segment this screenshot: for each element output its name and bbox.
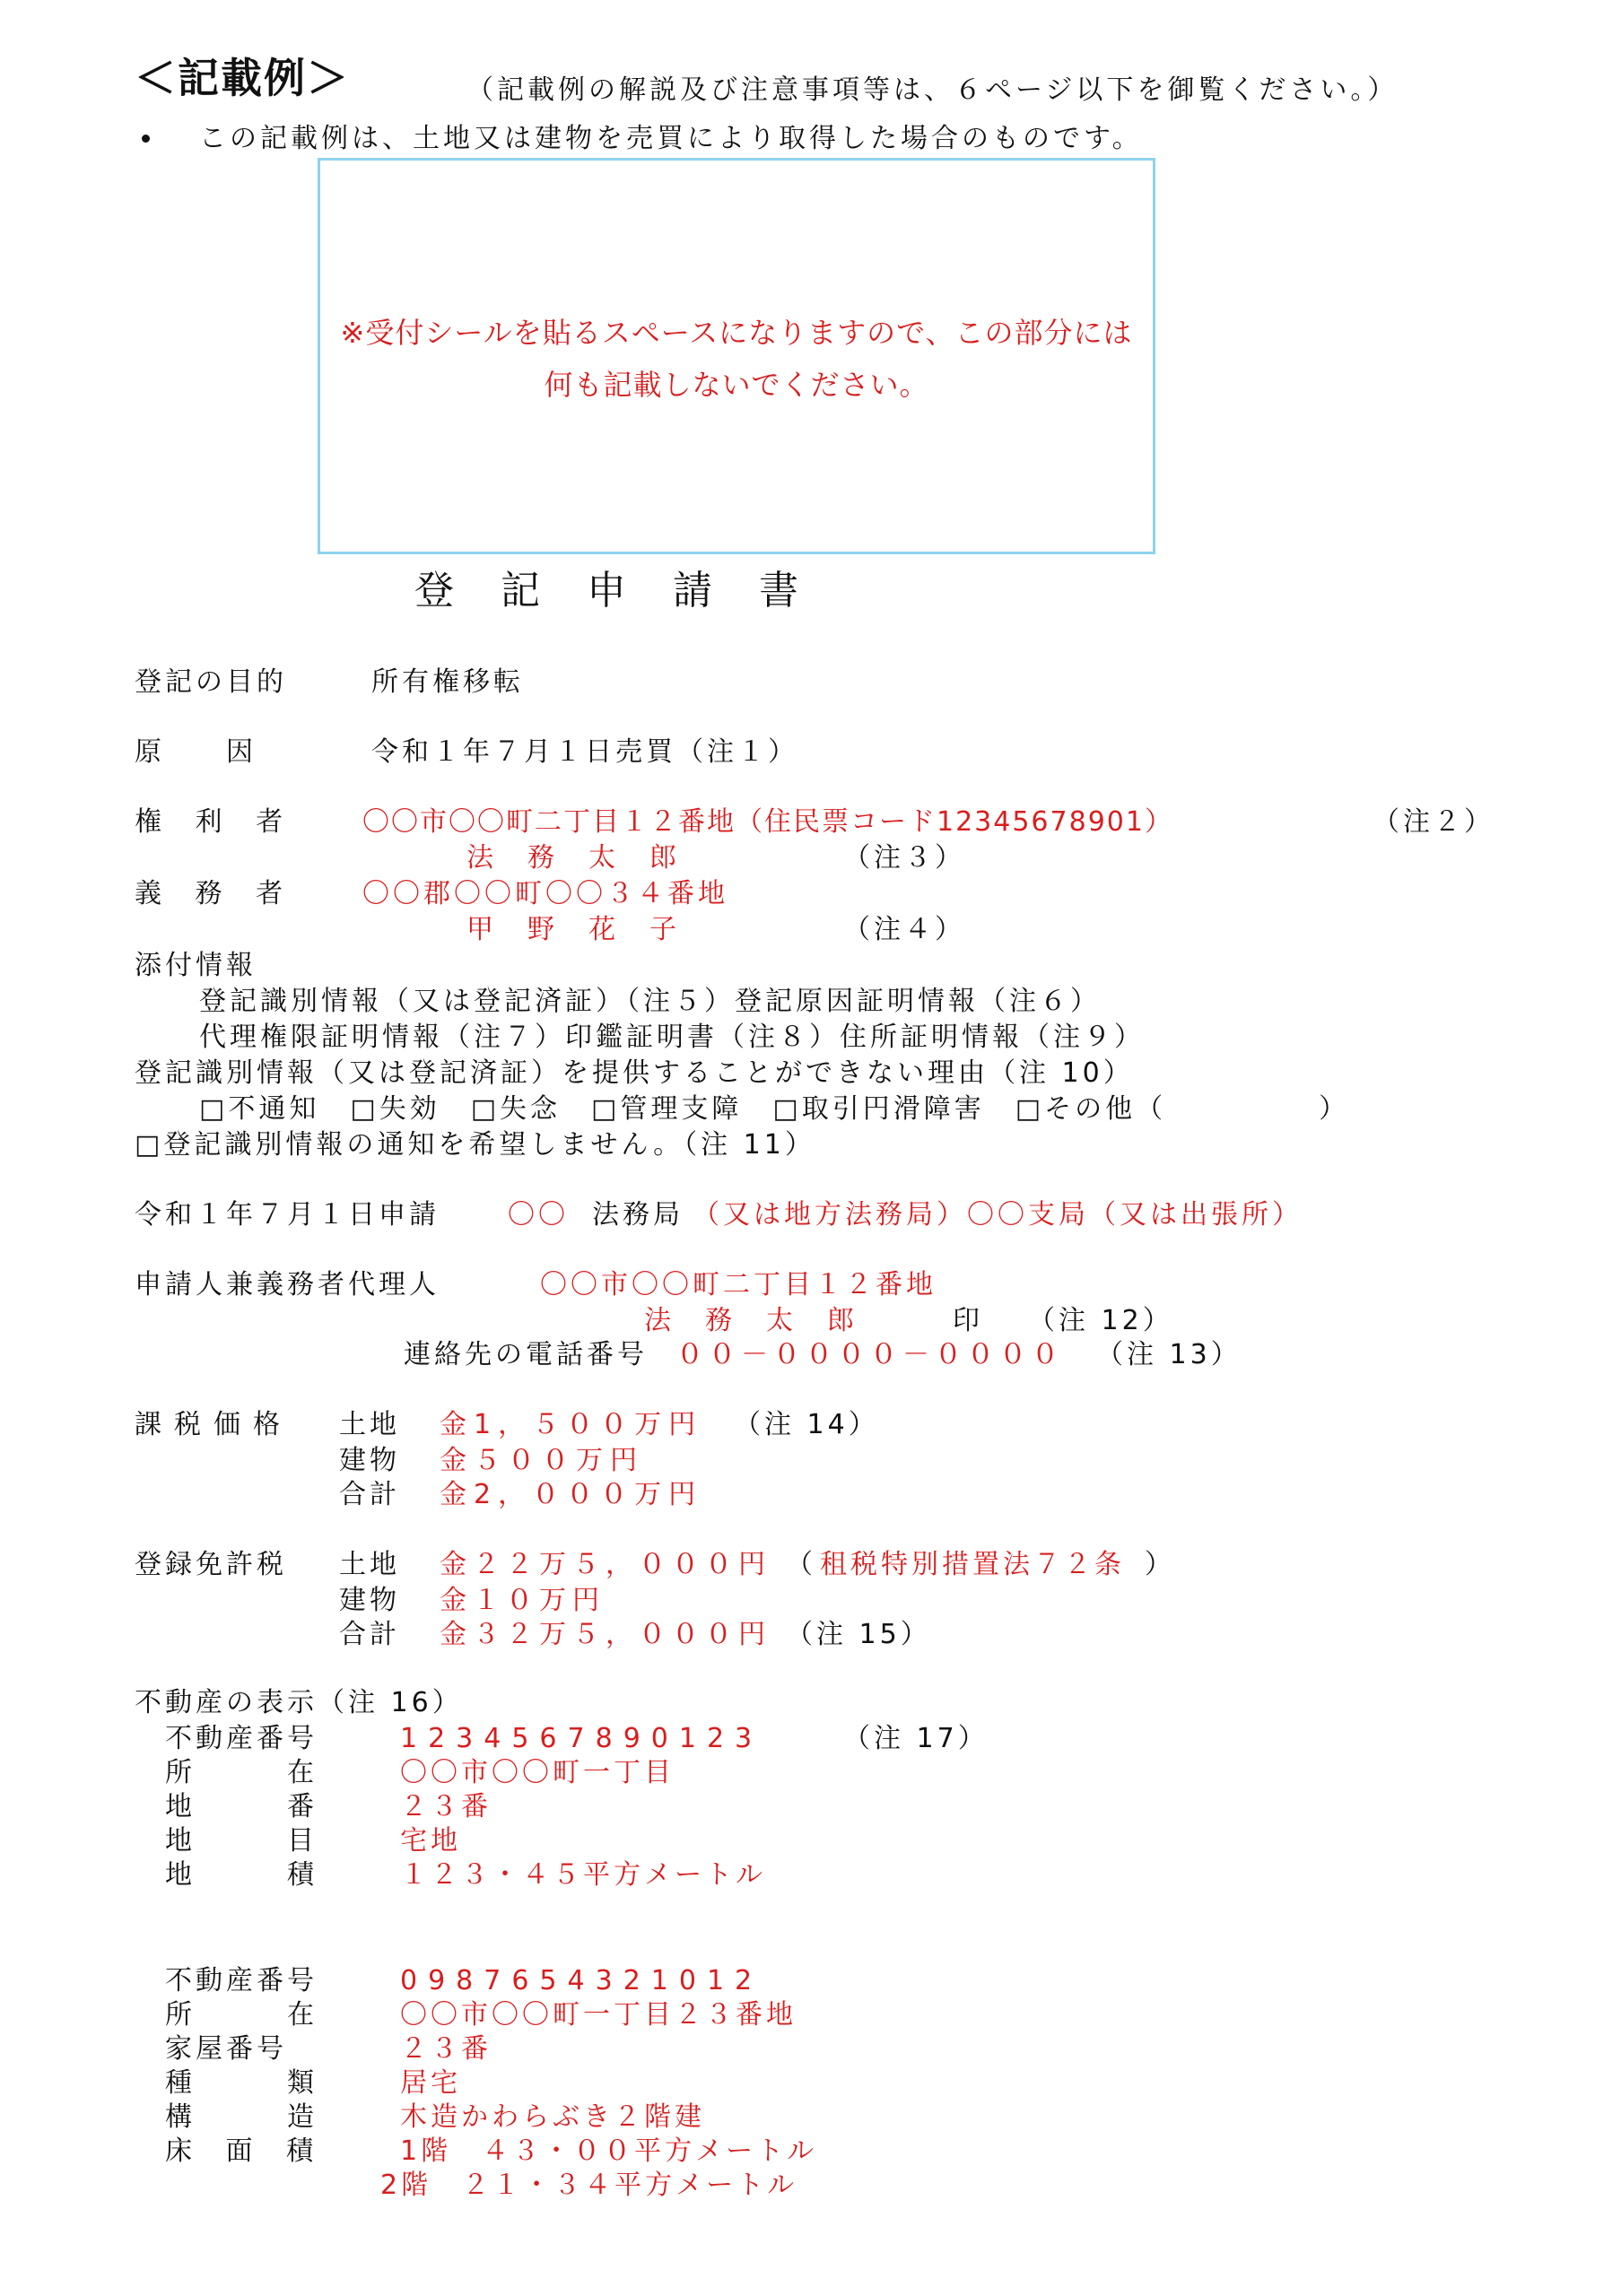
cause-value: 令和１年７月１日売買（注１）: [371, 736, 798, 768]
agent-address: 〇〇市〇〇町二丁目１２番地: [540, 1269, 937, 1300]
tax-value-total-label: 合計: [339, 1479, 400, 1510]
bullet-dot: [142, 135, 150, 143]
agent-seal: 印: [953, 1305, 983, 1336]
agent-phone-note: （注 13）: [1096, 1339, 1242, 1370]
tax-value-building-label: 建物: [339, 1445, 400, 1476]
building-floor2-area: 2階 ２１・３４平方メートル: [380, 2170, 798, 2201]
right-holder-label: 権 利 者: [135, 806, 296, 838]
registration-tax-land: 金２２万５，０００円: [440, 1549, 771, 1580]
building-structure: 木造かわらぶき２階建: [400, 2101, 705, 2133]
property-label: 不動産の表示（注 16）: [135, 1687, 463, 1718]
attachments-line1: 登記識別情報（又は登記済証）（注５）登記原因証明情報（注６）: [199, 986, 1101, 1017]
tax-value-land-note: （注 14）: [734, 1409, 879, 1440]
attachments-label: 添付情報: [135, 950, 257, 981]
registration-tax-land-note-close: ）: [1145, 1549, 1175, 1580]
tax-value-land: 金1，５００万円: [440, 1409, 703, 1440]
registration-tax-land-note-open: （: [786, 1549, 816, 1580]
agent-name: 法 務 太 郎: [644, 1305, 858, 1336]
building-location-label: 所 在: [165, 1999, 318, 2031]
land-location: 〇〇市〇〇町一丁目: [400, 1757, 675, 1788]
tax-value-building: 金５００万円: [440, 1445, 644, 1476]
right-holder-name: 法 務 太 郎: [466, 842, 680, 874]
tax-value-label: 課税価格: [135, 1409, 292, 1440]
obligor-name: 甲 野 花 子: [466, 914, 680, 945]
cause-label: 原 因: [135, 736, 257, 768]
registration-tax-building: 金１０万円: [440, 1585, 606, 1616]
building-number: 0987654321012: [400, 1965, 763, 1996]
example-note: （記載例の解説及び注意事項等は、６ページ以下を御覧ください。）: [466, 74, 1399, 106]
building-house-number: ２３番: [400, 2033, 492, 2065]
tax-value-total: 金2，０００万円: [440, 1479, 703, 1510]
registration-tax-total-label: 合計: [339, 1619, 400, 1650]
right-holder-address: 〇〇市〇〇町二丁目１２番地（住民票コード12345678901）: [362, 806, 1173, 838]
reason-checkbox-options: □不通知 □失効 □失念 □管理支障 □取引円滑障害 □その他（ ）: [199, 1093, 1350, 1125]
agent-seal-note: （注 12）: [1028, 1305, 1173, 1336]
office-rest: （又は地方法務局）〇〇支局（又は出張所）: [693, 1199, 1303, 1231]
seal-area-note-line1: ※受付シールを貼るスペースになりますので、この部分には: [340, 316, 1133, 350]
land-location-label: 所 在: [165, 1757, 318, 1788]
right-holder-name-note: （注３）: [843, 842, 965, 874]
land-area: １２３・４５平方メートル: [400, 1859, 766, 1891]
seal-area-note-line2: 何も記載しないでください。: [544, 368, 929, 402]
phone-label: 連絡先の電話番号: [404, 1339, 648, 1370]
office-oo: 〇〇: [508, 1199, 569, 1231]
example-heading: ＜記載例＞: [135, 54, 350, 102]
building-kind-label: 種 類: [165, 2067, 318, 2099]
land-number-label: 不動産番号: [165, 1723, 318, 1754]
agent-label: 申請人兼義務者代理人: [135, 1269, 440, 1300]
land-lot: ２３番: [400, 1791, 492, 1822]
registration-tax-total: 金３２万５，０００円: [440, 1619, 771, 1650]
application-date: 令和１年７月１日申請: [135, 1199, 440, 1231]
registration-tax-building-label: 建物: [339, 1585, 400, 1616]
purpose-value: 所有権移転: [371, 666, 524, 698]
obligor-address: 〇〇郡〇〇町〇〇３４番地: [362, 878, 728, 909]
land-lot-label: 地 番: [165, 1791, 318, 1822]
attachments-line2: 代理権限証明情報（注７）印鑑証明書（注８）住所証明情報（注９）: [199, 1022, 1145, 1053]
building-structure-label: 構 造: [165, 2101, 318, 2133]
office-houmukyoku: 法務局: [592, 1199, 684, 1231]
building-floor-area-label: 床 面 積: [165, 2135, 327, 2167]
no-id-info-reason: 登記識別情報（又は登記済証）を提供することができない理由（注 10）: [135, 1057, 1134, 1089]
registration-tax-land-label: 土地: [339, 1549, 400, 1580]
registration-tax-land-note: 租税特別措置法７２条: [820, 1549, 1125, 1580]
building-floor1-area: 1階 ４３・００平方メートル: [400, 2135, 818, 2167]
land-number: 1234567890123: [400, 1723, 763, 1754]
building-location: 〇〇市〇〇町一丁目２３番地: [400, 1999, 797, 2031]
building-kind: 居宅: [400, 2067, 461, 2099]
no-notification-checkbox: □登記識別情報の通知を希望しません。（注 11）: [135, 1129, 815, 1161]
building-number-label: 不動産番号: [165, 1965, 318, 1996]
reception-seal-area: [318, 158, 1155, 554]
obligor-label: 義 務 者: [135, 878, 296, 909]
land-category: 宅地: [400, 1825, 461, 1857]
right-holder-address-note: （注２）: [1373, 806, 1495, 838]
agent-phone: ００－００００－００００: [676, 1339, 1064, 1370]
registration-tax-label: 登録免許税: [135, 1549, 287, 1580]
land-number-note: （注 17）: [843, 1723, 989, 1754]
land-area-label: 地 積: [165, 1859, 318, 1891]
registration-tax-total-note: （注 15）: [786, 1619, 931, 1650]
example-bullet-text: この記載例は、土地又は建物を売買により取得した場合のものです。: [199, 123, 1143, 154]
building-house-number-label: 家屋番号: [165, 2033, 287, 2065]
tax-value-land-label: 土地: [339, 1409, 400, 1440]
obligor-name-note: （注４）: [843, 914, 965, 945]
document-title: 登記申請書: [414, 568, 845, 613]
land-category-label: 地 目: [165, 1825, 318, 1857]
purpose-label: 登記の目的: [135, 666, 287, 698]
